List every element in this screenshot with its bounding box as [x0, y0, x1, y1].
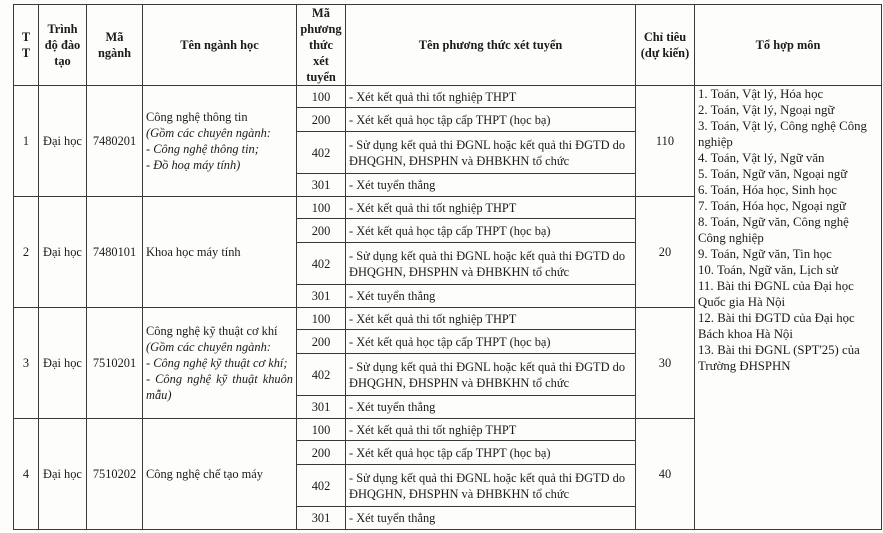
- row-tt: 2: [14, 197, 39, 308]
- major-sub-line: - Công nghệ thông tin;: [146, 142, 259, 156]
- method-code: 200: [297, 219, 346, 243]
- method-code: 301: [297, 396, 346, 419]
- row-quota: 110: [636, 86, 695, 197]
- method-name: - Xét tuyển thẳng: [346, 507, 636, 530]
- method-code: 402: [297, 354, 346, 396]
- header-method-name: Tên phương thức xét tuyển: [346, 5, 636, 86]
- combo-item: 1. Toán, Vật lý, Hóa học: [698, 87, 824, 101]
- row-major-code: 7480101: [87, 197, 143, 308]
- method-name: - Sử dụng kết quả thi ĐGNL hoặc kết quả thi ĐGTD do ĐHQGHN, ĐHSPHN và ĐHBKHN tổ chức: [346, 465, 636, 507]
- row-major-name: [143, 197, 297, 308]
- method-name: - Xét kết quả học tập cấp THPT (học bạ): [346, 108, 636, 132]
- major-sub-line: - Công nghệ kỹ thuật cơ khí;: [146, 356, 288, 370]
- row-quota: 30: [636, 308, 695, 419]
- combo-item: 9. Toán, Ngữ văn, Tin học: [698, 247, 832, 261]
- method-name: - Xét kết quả thi tốt nghiệp THPT: [346, 308, 636, 330]
- method-code: 301: [297, 285, 346, 308]
- header-combos: Tổ hợp môn: [695, 5, 882, 86]
- row-level: Đại học: [39, 197, 87, 308]
- method-code: 200: [297, 108, 346, 132]
- method-name: - Xét kết quả học tập cấp THPT (học bạ): [346, 219, 636, 243]
- method-code: 100: [297, 308, 346, 330]
- header-tt: T T: [14, 5, 39, 86]
- row-tt: 4: [14, 419, 39, 530]
- method-name: - Sử dụng kết quả thi ĐGNL hoặc kết quả thi ĐGTD do ĐHQGHN, ĐHSPHN và ĐHBKHN tổ chức: [346, 243, 636, 285]
- row-tt: 1: [14, 86, 39, 197]
- row-major-name: [143, 86, 297, 197]
- row-major-name: [143, 419, 297, 530]
- combo-item: 11. Bài thi ĐGNL của Đại học Quốc gia Hà Nội: [698, 279, 854, 309]
- major-name: Công nghệ chế tạo máy: [146, 467, 263, 481]
- combo-item: 6. Toán, Hóa học, Sinh học: [698, 183, 837, 197]
- major-name: Công nghệ kỹ thuật cơ khí: [146, 324, 278, 338]
- method-name: - Xét kết quả học tập cấp THPT (học bạ): [346, 330, 636, 354]
- combo-item: 10. Toán, Ngữ văn, Lịch sử: [698, 263, 838, 277]
- method-name: - Xét kết quả thi tốt nghiệp THPT: [346, 419, 636, 441]
- row-major-name: [143, 308, 297, 419]
- method-code: 402: [297, 132, 346, 174]
- major-sub-line: - Công nghệ kỹ thuật khuôn mẫu): [146, 372, 293, 402]
- combo-item: 7. Toán, Hóa học, Ngoại ngữ: [698, 199, 846, 213]
- major-sub-line: (Gồm các chuyên ngành:: [146, 340, 271, 354]
- header-method-code: Mã phương thức xét tuyển: [297, 5, 346, 86]
- admission-table: [13, 4, 882, 530]
- combo-item: 2. Toán, Vật lý, Ngoại ngữ: [698, 103, 835, 117]
- method-name: - Sử dụng kết quả thi ĐGNL hoặc kết quả thi ĐGTD do ĐHQGHN, ĐHSPHN và ĐHBKHN tổ chức: [346, 132, 636, 174]
- method-code: 100: [297, 197, 346, 219]
- method-code: 100: [297, 419, 346, 441]
- method-name: - Xét kết quả thi tốt nghiệp THPT: [346, 197, 636, 219]
- method-code: 100: [297, 86, 346, 108]
- method-code: 200: [297, 441, 346, 465]
- row-quota: 20: [636, 197, 695, 308]
- method-name: - Xét kết quả thi tốt nghiệp THPT: [346, 86, 636, 108]
- combo-item: 4. Toán, Vật lý, Ngữ văn: [698, 151, 825, 165]
- combo-item: 12. Bài thi ĐGTD của Đại học Bách khoa Hà Nội: [698, 311, 855, 341]
- header-quota: Chỉ tiêu (dự kiến): [636, 5, 695, 86]
- row-major-code: 7510201: [87, 308, 143, 419]
- header-major-name: Tên ngành học: [143, 5, 297, 86]
- method-name: - Xét tuyển thẳng: [346, 285, 636, 308]
- header-level: Trình độ đào tạo: [39, 5, 87, 86]
- row-tt: 3: [14, 308, 39, 419]
- row-major-code: 7480201: [87, 86, 143, 197]
- header-row: [14, 5, 882, 86]
- combo-item: 8. Toán, Ngữ văn, Công nghệ Công nghiệp: [698, 215, 849, 245]
- row-quota: 40: [636, 419, 695, 530]
- subject-combinations: [695, 86, 882, 530]
- major-sub-line: - Đồ hoạ máy tính): [146, 158, 241, 172]
- row-level: Đại học: [39, 86, 87, 197]
- combo-item: 13. Bài thi ĐGNL (SPT'25) của Trường ĐHSPHN: [698, 343, 860, 373]
- method-name: - Sử dụng kết quả thi ĐGNL hoặc kết quả thi ĐGTD do ĐHQGHN, ĐHSPHN và ĐHBKHN tổ chức: [346, 354, 636, 396]
- major-sub-line: (Gồm các chuyên ngành:: [146, 126, 271, 140]
- major-name: Công nghệ thông tin: [146, 110, 248, 124]
- method-code: 402: [297, 243, 346, 285]
- method-name: - Xét tuyển thẳng: [346, 174, 636, 197]
- combo-item: 3. Toán, Vật lý, Công nghệ Công nghiệp: [698, 119, 867, 149]
- method-code: 200: [297, 330, 346, 354]
- major-name: Khoa học máy tính: [146, 245, 241, 259]
- header-major-code: Mã ngành: [87, 5, 143, 86]
- method-code: 301: [297, 174, 346, 197]
- method-name: - Xét kết quả học tập cấp THPT (học bạ): [346, 441, 636, 465]
- combo-item: 5. Toán, Ngữ văn, Ngoại ngữ: [698, 167, 848, 181]
- row-level: Đại học: [39, 308, 87, 419]
- row-major-code: 7510202: [87, 419, 143, 530]
- method-code: 301: [297, 507, 346, 530]
- row-level: Đại học: [39, 419, 87, 530]
- method-name: - Xét tuyển thẳng: [346, 396, 636, 419]
- method-code: 402: [297, 465, 346, 507]
- table-row: [14, 86, 882, 108]
